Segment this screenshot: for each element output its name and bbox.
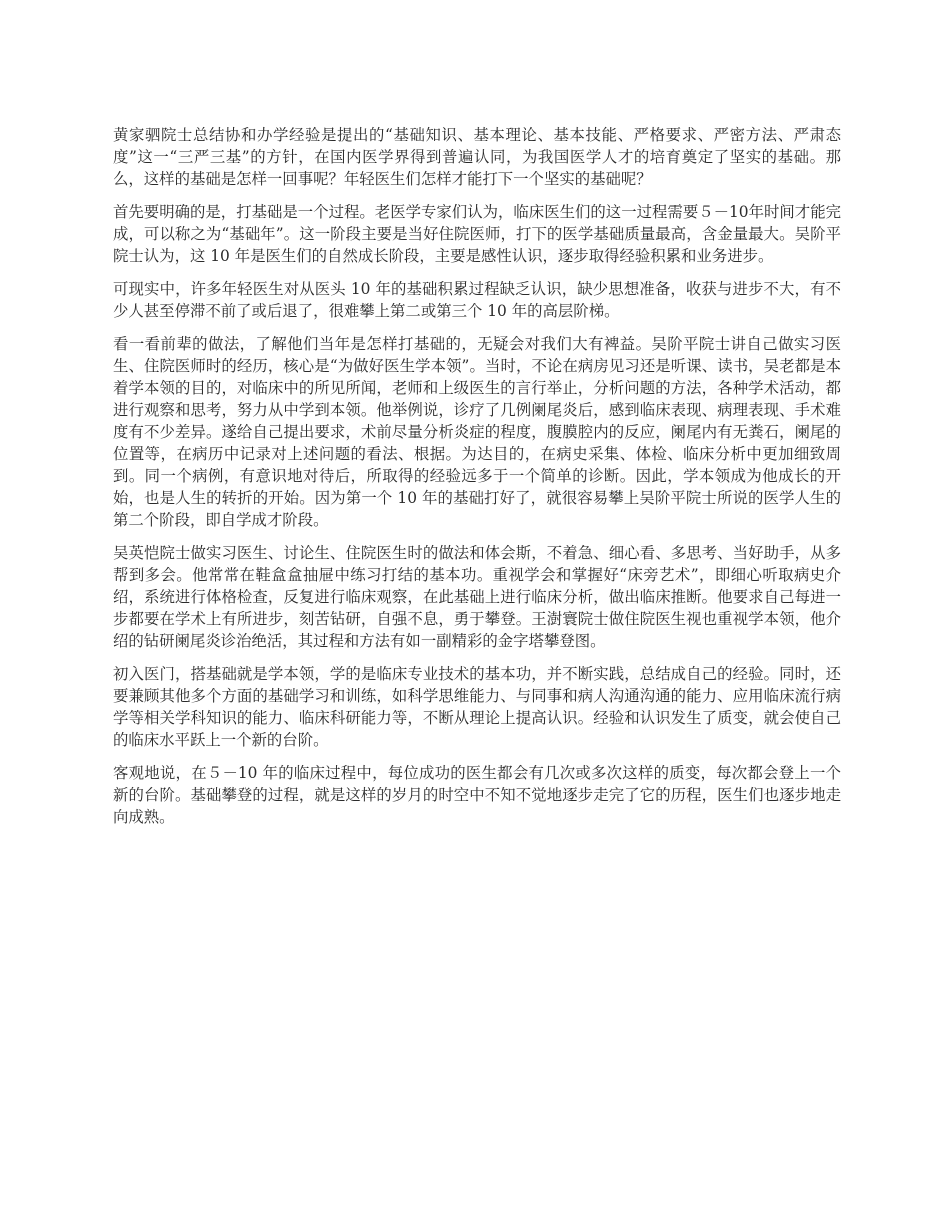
paragraph-1: 黄家驷院士总结协和办学经验是提出的“基础知识、基本理论、基本技能、严格要求、严密方法、严肃态度”这一“三严三基”的方针，在国内医学界得到普遍认同，为我国医学人才的培育奠定了坚实的基础。那么，这样的基础是怎样一回事呢？年轻医生们怎样才能打下一个坚实的基础呢？ [113, 126, 841, 188]
paragraph-6: 初入医门，搭基础就是学本领，学的是临床专业技术的基本功，并不断实践，总结成自己的经验。同时，还要兼顾其他多个方面的基础学习和训练，如科学思维能力、与同事和病人沟通沟通的能力、应用临床流行病学等相关学科知识的能力、临床科研能力等，不断从理论上提高认识。经验和认识发生了质变，就会使自己的临床水平跃上一个新的台阶。 [113, 665, 841, 749]
paragraph-3: 可现实中，许多年轻医生对从医头 10 年的基础积累过程缺乏认识，缺少思想准备，收获与进步不大，有不少人甚至停滞不前了或后退了，很难攀上第二或第三个 10 年的高层阶梯。 [113, 280, 841, 320]
paragraph-2: 首先要明确的是，打基础是一个过程。老医学专家们认为，临床医生们的这一过程需要５－10年时间才能完成，可以称之为“基础年”。这一阶段主要是当好住院医师，打下的医学基础质量最高，含金量最大。吴阶平院士认为，这 10 年是医生们的自然成长阶段，主要是感性认识，逐步取得经验积累和业务进步。 [113, 203, 841, 265]
paragraph-7: 客观地说，在５－10 年的临床过程中，每位成功的医生都会有几次或多次这样的质变，每次都会登上一个新的台阶。基础攀登的过程，就是这样的岁月的时空中不知不觉地逐步走完了它的历程，医生们也逐步地走向成熟。 [113, 764, 841, 826]
paragraph-5: 吴英恺院士做实习医生、讨论生、住院医生时的做法和体会斯，不着急、细心看、多思考、当好助手，从多帮到多会。他常常在鞋盒盒抽屉中练习打结的基本功。重视学会和掌握好“床旁艺术”，即细心听取病史介绍，系统进行体格检查，反复进行临床观察，在此基础上进行临床分析，做出临床推断。他要求自己每进一步都要在学术上有所进步，刻苦钻研，自强不息，勇于攀登。王澍寰院士做住院医生视也重视学本领，他介绍的钻研阑尾炎诊治绝活，其过程和方法有如一副精彩的金字塔攀登图。 [113, 544, 841, 650]
paragraph-4: 看一看前辈的做法，了解他们当年是怎样打基础的，无疑会对我们大有裨益。吴阶平院士讲自己做实习医生、住院医师时的经历，核心是“为做好医生学本领”。当时，不论在病房见习还是听课、读书，吴老都是本着学本领的目的，对临床中的所见所闻，老师和上级医生的言行举止，分析问题的方法，各种学术活动，都进行观察和思考，努力从中学到本领。他举例说，诊疗了几例阑尾炎后，感到临床表现、病理表现、手术难度有不少差异。遂给自己提出要求，术前尽量分析炎症的程度，腹膜腔内的反应，阑尾内有无粪石，阑尾的位置等，在病历中记录对上述问题的看法、根据。为达目的，在病史采集、体检、临床分析中更加细致周到。同一个病例，有意识地对待后，所取得的经验远多于一个简单的诊断。因此，学本领成为他成长的开始，也是人生的转折的开始。因为第一个 10 年的基础打好了，就很容易攀上吴阶平院士所说的医学人生的第二个阶段，即自学成才阶段。 [113, 335, 841, 529]
document-body [113, 124, 841, 839]
